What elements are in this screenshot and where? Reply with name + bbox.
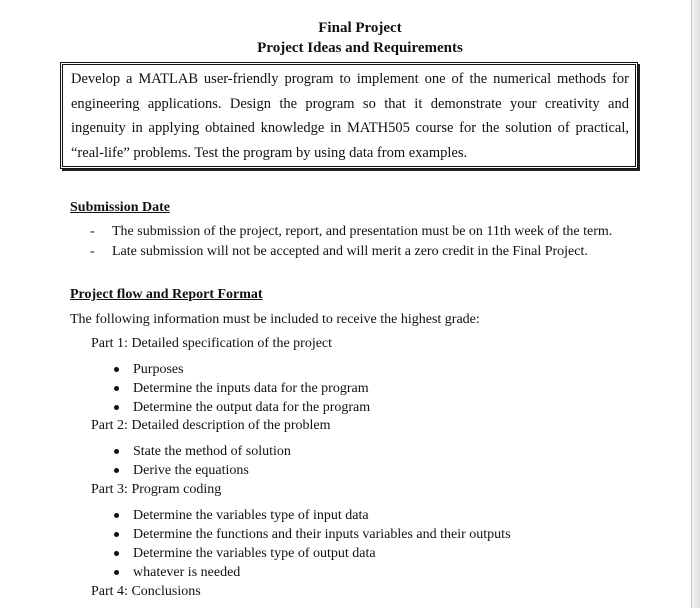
list-item: Determine the functions and their inputs variables and their outputs: [112, 525, 511, 544]
list-item: - The submission of the project, report, and presentation must be on 11th week of the term.: [90, 222, 612, 242]
list-item: Determine the variables type of output data: [112, 544, 511, 563]
part-4-label: Part 4: Conclusions: [91, 584, 201, 599]
list-item: - Late submission will not be accepted and will merit a zero credit in the Final Project.: [90, 242, 612, 262]
part-1-label: Part 1: Detailed specification of the project: [91, 336, 333, 351]
list-item: Determine the output data for the program: [112, 398, 370, 417]
submission-date-heading: Submission Date: [70, 200, 170, 215]
list-item: Derive the equations: [112, 461, 291, 480]
part-1-bullets: [112, 360, 370, 417]
list-item: whatever is needed: [112, 563, 511, 582]
project-description-box: [60, 62, 638, 169]
document-subtitle: Project Ideas and Requirements: [257, 40, 463, 56]
project-description-text: Develop a MATLAB user-friendly program to implement one of the numerical methods for engineering applications. Design the program so that it demonstrate your creativity and ingenuity in applying obtained knowledge in MATH505 course for the solution of practical, “real-life” problems. Test the program by using data from examples.: [71, 71, 629, 161]
part-2-bullets: [112, 442, 291, 480]
list-item: Purposes: [112, 360, 370, 379]
part-3-bullets: [112, 506, 511, 582]
part-3-label: Part 3: Program coding: [91, 482, 222, 497]
list-item: Determine the variables type of input data: [112, 506, 511, 525]
report-format-intro: The following information must be included to receive the highest grade:: [70, 312, 480, 327]
part-2-label: Part 2: Detailed description of the problem: [91, 418, 331, 433]
list-item: State the method of solution: [112, 442, 291, 461]
dash-marker: -: [90, 244, 95, 259]
report-format-heading: Project flow and Report Format: [70, 287, 263, 302]
dash-marker: -: [90, 224, 95, 239]
document-title: Final Project: [318, 20, 402, 36]
page-edge: [691, 0, 700, 608]
submission-list: [90, 222, 612, 262]
list-item: Determine the inputs data for the program: [112, 379, 370, 398]
